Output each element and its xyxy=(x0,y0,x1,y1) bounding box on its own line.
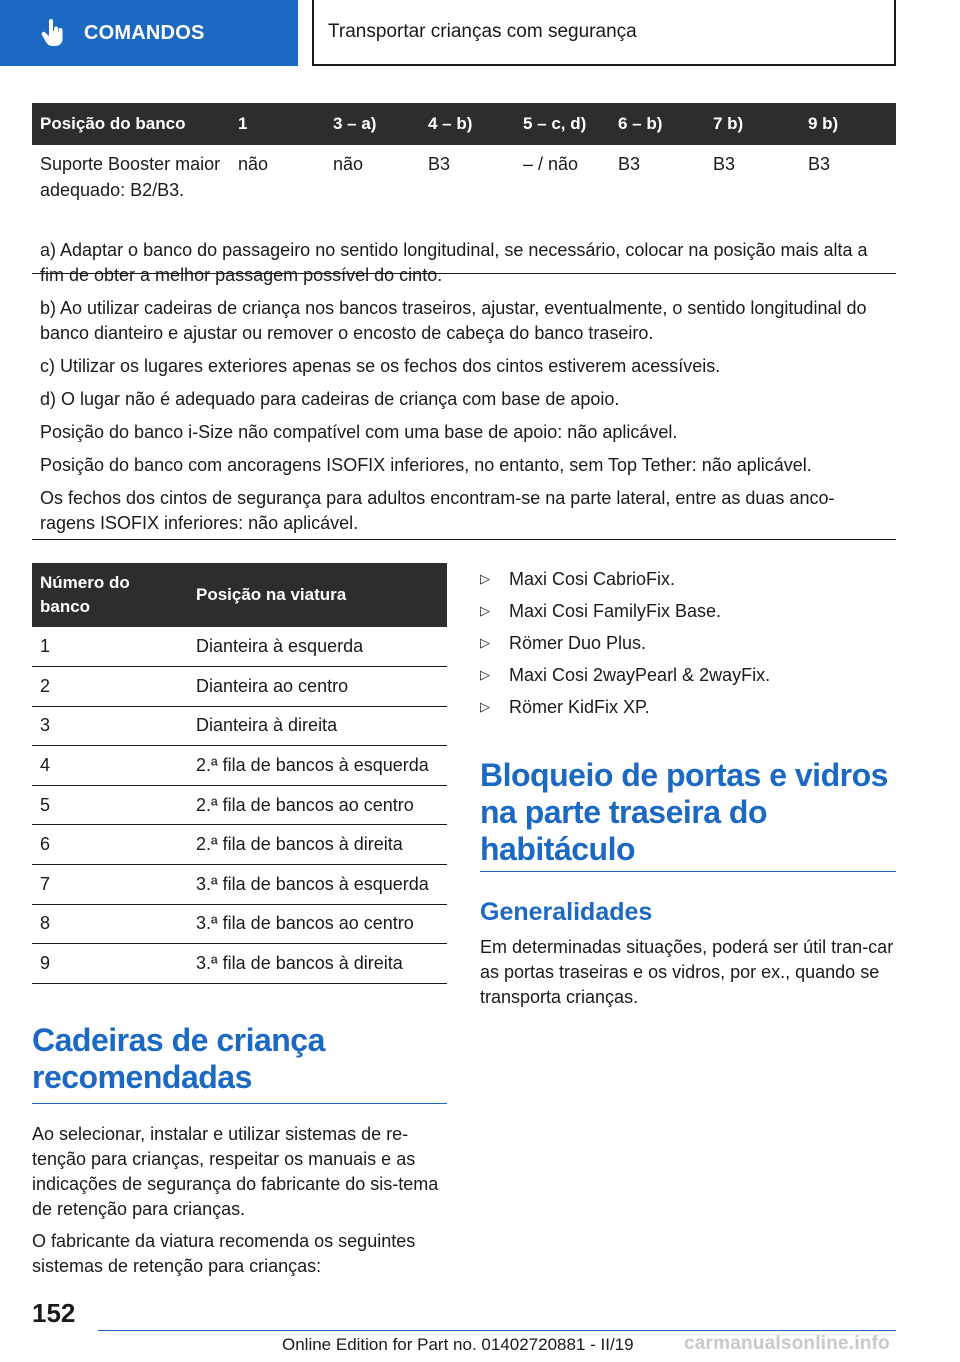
table-cell: 4 xyxy=(32,746,188,786)
table-header-cell: 7 b) xyxy=(705,103,800,145)
seat-number-table xyxy=(32,563,447,984)
recommended-body xyxy=(32,1122,447,1286)
table-header-cell: 6 – b) xyxy=(610,103,705,145)
triangle-bullet-icon: ▷ xyxy=(480,571,490,586)
table-header-cell: Posição do banco xyxy=(32,103,230,145)
lock-subheading: Generalidades xyxy=(480,898,653,926)
section-tab[interactable] xyxy=(0,0,298,66)
table-cell: 1 xyxy=(32,627,188,667)
list-item-text: Römer Duo Plus. xyxy=(509,632,647,653)
table-note: Os fechos dos cintos de segurança para adultos encontram-se na parte lateral, entre as duas anco-ragens ISOFIX inferiores: não aplicável. xyxy=(40,488,835,533)
table-header-cell: 4 – b) xyxy=(420,103,515,145)
table-cell: 2.ª fila de bancos à direita xyxy=(188,825,447,865)
table-cell: B3 xyxy=(420,145,515,273)
table-cell: 6 xyxy=(32,825,188,865)
table-note: Posição do banco com ancoragens ISOFIX inferiores, no entanto, sem Top Tether: não aplicável. xyxy=(40,455,812,475)
list-item-text: Maxi Cosi CabrioFix. xyxy=(509,568,676,589)
table-cell: 7 xyxy=(32,865,188,905)
triangle-bullet-icon: ▷ xyxy=(480,667,490,682)
triangle-bullet-icon: ▷ xyxy=(480,635,490,650)
table-cell: não xyxy=(230,145,325,273)
table-row xyxy=(32,825,447,865)
list-item-text: Maxi Cosi 2wayPearl & 2wayFix. xyxy=(509,664,771,685)
heading-rule xyxy=(480,871,896,872)
paragraph: Em determinadas situações, poderá ser útil tran-car as portas traseiras e os vidros, por ex., quando se transporta crianças. xyxy=(480,937,894,1007)
table-cell: não xyxy=(325,145,420,273)
table-row xyxy=(32,706,447,746)
table-note: d) O lugar não é adequado para cadeiras de criança com base de apoio. xyxy=(40,389,620,409)
table-row xyxy=(32,865,447,905)
table-row xyxy=(32,904,447,944)
list-item xyxy=(480,563,896,595)
section-tab-label: COMANDOS xyxy=(84,21,205,44)
list-item-text: Römer KidFix XP. xyxy=(509,696,650,717)
paragraph: Ao selecionar, instalar e utilizar sistemas de re-tenção para crianças, respeitar os manuais e as indicações de segurança do fabricante do sis-tema de retenção para crianças. xyxy=(32,1124,439,1219)
paragraph: O fabricante da viatura recomenda os seguintes sistemas de retenção para crianças: xyxy=(32,1231,416,1276)
edition-text: Online Edition for Part no. 01402720881 - II/19 xyxy=(282,1335,634,1354)
table-cell: 3.ª fila de bancos à esquerda xyxy=(188,865,447,905)
table-cell: 5 xyxy=(32,785,188,825)
list-item xyxy=(480,627,896,659)
triangle-bullet-icon: ▷ xyxy=(480,603,490,618)
triangle-bullet-icon: ▷ xyxy=(480,699,490,714)
footer-rule xyxy=(98,1330,896,1331)
table-cell: 3 xyxy=(32,706,188,746)
table-row xyxy=(32,627,447,667)
watermark-logo: carmanualsonline.info xyxy=(684,1333,890,1354)
table-cell: 2.ª fila de bancos à esquerda xyxy=(188,746,447,786)
table-header-cell: 9 b) xyxy=(800,103,896,145)
table-cell: 2.ª fila de bancos ao centro xyxy=(188,785,447,825)
table-cell: Suporte Booster maior adequado: B2/B3. xyxy=(32,145,230,273)
table-cell: Dianteira à esquerda xyxy=(188,627,447,667)
table-cell: B3 xyxy=(610,145,705,273)
table-cell: 9 xyxy=(32,944,188,984)
table-row xyxy=(32,746,447,786)
table-note: Posição do banco i-Size não compatível com uma base de apoio: não aplicável. xyxy=(40,422,678,442)
hand-pointer-icon xyxy=(38,18,68,48)
table-note: c) Utilizar os lugares exteriores apenas se os fechos dos cintos estiverem acessíveis. xyxy=(40,356,721,376)
chapter-title-box xyxy=(312,0,896,66)
table-row xyxy=(32,944,447,984)
table-header-cell: Número do banco xyxy=(32,563,188,627)
recommended-heading: Cadeiras de criança recomendadas xyxy=(32,1022,325,1095)
table-cell: Dianteira ao centro xyxy=(188,667,447,707)
table-cell: Dianteira à direita xyxy=(188,706,447,746)
page-number: 152 xyxy=(32,1298,76,1328)
table-header-cell: Posição na viatura xyxy=(188,563,447,627)
lock-heading: Bloqueio de portas e vidros na parte traseira do habitáculo xyxy=(480,757,888,867)
recommended-seat-list xyxy=(480,563,896,723)
table-cell: B3 xyxy=(800,145,896,273)
table-cell: 2 xyxy=(32,667,188,707)
table-cell: 3.ª fila de bancos à direita xyxy=(188,944,447,984)
table-header-row xyxy=(32,103,896,145)
table-cell: 3.ª fila de bancos ao centro xyxy=(188,904,447,944)
table-cell: – / não xyxy=(515,145,610,273)
divider xyxy=(32,539,896,540)
chapter-title: Transportar crianças com segurança xyxy=(328,21,637,42)
table-notes xyxy=(40,238,888,544)
table-row xyxy=(32,785,447,825)
list-item xyxy=(480,659,896,691)
table-note: b) Ao utilizar cadeiras de criança nos bancos traseiros, ajustar, eventualmente, o sentido longitudinal do banco dianteiro e ajustar ou remover o encosto de cabeça do banco traseiro. xyxy=(40,298,867,343)
table-header-cell: 5 – c, d) xyxy=(515,103,610,145)
table-note: a) Adaptar o banco do passageiro no sentido longitudinal, se necessário, colocar na posição mais alta a fim de obter a melhor passagem possível do cinto. xyxy=(40,240,868,285)
table-cell: 8 xyxy=(32,904,188,944)
table-header-row xyxy=(32,563,447,627)
list-item-text: Maxi Cosi FamilyFix Base. xyxy=(509,600,722,621)
table-header-cell: 1 xyxy=(230,103,325,145)
table-header-cell: 3 – a) xyxy=(325,103,420,145)
heading-rule xyxy=(32,1103,447,1104)
list-item xyxy=(480,691,896,723)
list-item xyxy=(480,595,896,627)
table-row xyxy=(32,667,447,707)
table-cell: B3 xyxy=(705,145,800,273)
